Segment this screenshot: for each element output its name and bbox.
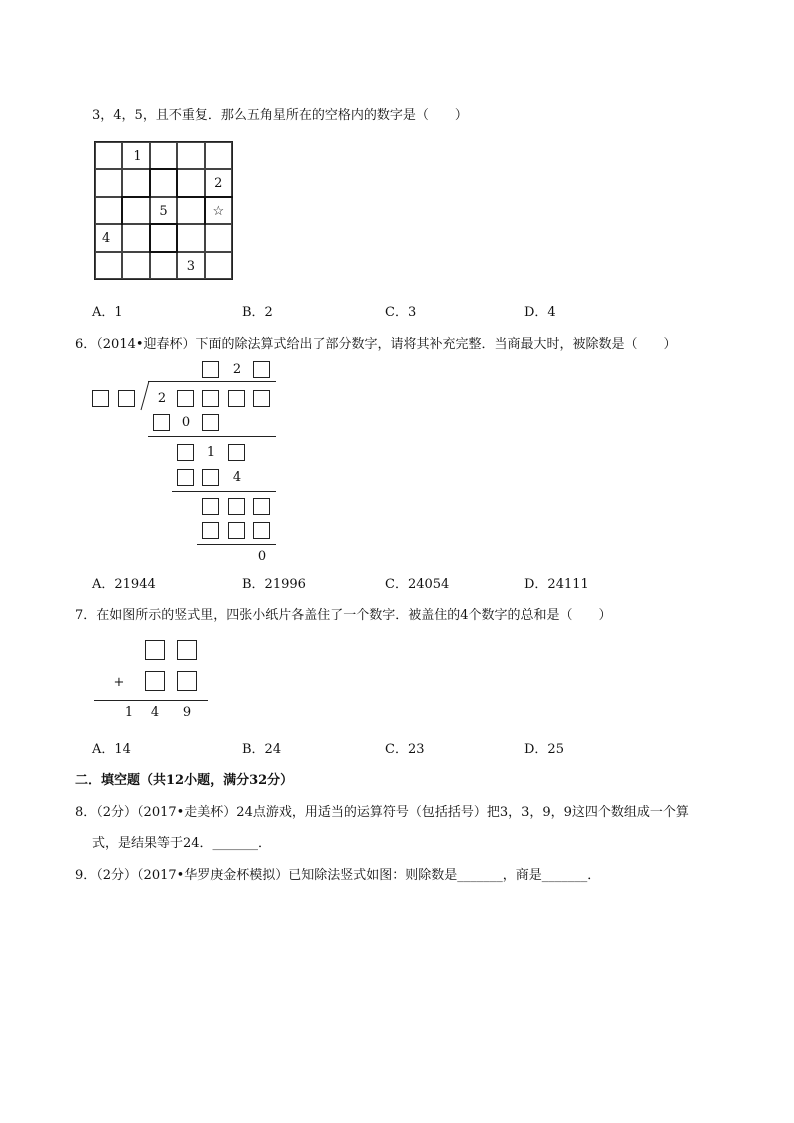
grid-cell-value: 4 — [102, 231, 111, 247]
subtraction-line — [172, 491, 276, 492]
section-title: 二．填空题（共12小题，满分32分） — [75, 773, 294, 788]
blank-box — [202, 522, 219, 539]
blank-box — [145, 671, 165, 691]
dividend-digit: 2 — [157, 391, 167, 406]
grid-cell-value: 1 — [133, 149, 142, 164]
row2-digit: 1 — [206, 445, 216, 460]
region-border — [121, 196, 150, 198]
grid-cell — [205, 252, 232, 279]
row1-digit: 0 — [181, 415, 191, 430]
q6-question: 6．（2014•迎春杯）下面的除法算式给出了部分数字，请将其补充完整．当商最大时，被除数是（ ） — [75, 337, 677, 352]
grid-cell-value: 3 — [186, 258, 196, 274]
grid-cell — [177, 142, 204, 169]
blank-box — [253, 498, 270, 515]
blank-box — [228, 390, 245, 407]
region-border — [149, 223, 178, 225]
division-bracket — [140, 380, 152, 412]
grid-cell-value: 5 — [159, 203, 168, 219]
subtraction-line — [148, 436, 276, 437]
q7-option-c: C．23 — [385, 742, 425, 757]
blank-box — [177, 390, 194, 407]
grid-cell — [95, 142, 122, 169]
grid-cell — [122, 224, 149, 251]
blank-box — [177, 469, 194, 486]
region-border — [204, 196, 206, 225]
grid-cell — [122, 142, 149, 169]
grid-cell — [205, 197, 232, 224]
region-border — [149, 168, 178, 170]
division-bar — [148, 381, 276, 382]
sum-line — [94, 700, 208, 701]
grid-cell — [95, 169, 122, 196]
region-border — [149, 223, 151, 252]
grid-cell — [150, 142, 177, 169]
grid-cell — [122, 169, 149, 196]
region-border — [149, 168, 151, 197]
blank-box — [228, 444, 245, 461]
region-border — [176, 168, 178, 197]
grid-cell — [122, 252, 149, 279]
grid-cell — [177, 224, 204, 251]
q7-option-d: D．25 — [524, 742, 564, 757]
sum-digit: 9 — [182, 705, 192, 720]
q6-option-d: D．24111 — [524, 577, 589, 592]
region-border — [149, 251, 178, 253]
q5-option-c: C．3 — [385, 305, 417, 320]
remainder-digit: 0 — [257, 549, 267, 564]
grid-cell — [95, 252, 122, 279]
blank-box — [177, 444, 194, 461]
q6-option-c: C．24054 — [385, 577, 450, 592]
blank-box — [153, 414, 170, 431]
q7-option-b: B．24 — [242, 742, 282, 757]
grid-cell-value: 2 — [214, 176, 223, 192]
grid-cell — [177, 197, 204, 224]
q7-option-a: A．14 — [92, 742, 131, 757]
blank-box — [92, 390, 109, 407]
region-border — [176, 196, 205, 198]
grid-cell — [150, 169, 177, 196]
grid-cell — [150, 224, 177, 251]
blank-box — [177, 640, 197, 660]
blank-box — [118, 390, 135, 407]
blank-box — [202, 469, 219, 486]
grid-cell — [122, 197, 149, 224]
blank-box — [228, 522, 245, 539]
q5-option-b: B．2 — [242, 305, 273, 320]
grid-cell — [177, 252, 204, 279]
region-border — [176, 223, 178, 252]
q6-option-a: A．21944 — [92, 577, 156, 592]
row3-digit: 4 — [232, 470, 242, 485]
grid-cell — [95, 224, 122, 251]
grid-cell — [95, 197, 122, 224]
blank-box — [253, 390, 270, 407]
grid-cell — [205, 142, 232, 169]
q8-question-line1: 8．（2分）（2017•走美杯）24点游戏，用适当的运算符号（包括括号）把3，3，9，9这四个数组成一个算 — [75, 805, 689, 820]
blank-box — [202, 414, 219, 431]
subtraction-line — [197, 544, 276, 545]
grid-cell — [205, 169, 232, 196]
q5-number-grid — [94, 141, 233, 280]
blank-box — [177, 671, 197, 691]
q9-question: 9．（2分）（2017•华罗庚金杯模拟）已知除法竖式如图：则除数是_______，商是_______． — [75, 868, 601, 883]
grid-cell — [150, 252, 177, 279]
q5-option-a: A．1 — [92, 305, 123, 320]
sum-digit: 4 — [150, 705, 160, 720]
q6-option-b: B．21996 — [242, 577, 306, 592]
sum-digit: 1 — [124, 705, 134, 720]
region-border — [121, 196, 123, 225]
plus-sign: + — [113, 675, 125, 690]
grid-cell — [177, 169, 204, 196]
quotient-digit: 2 — [232, 362, 242, 377]
q5-intro: 3，4，5，且不重复．那么五角星所在的空格内的数字是（ ） — [92, 108, 468, 123]
blank-box — [202, 498, 219, 515]
grid-cell — [150, 197, 177, 224]
blank-box — [202, 390, 219, 407]
blank-box — [253, 522, 270, 539]
grid-cell — [205, 224, 232, 251]
blank-box — [228, 498, 245, 515]
grid-cell-value: ☆ — [212, 203, 225, 219]
blank-box — [202, 361, 219, 378]
q8-question-line2: 式，是结果等于24．_______． — [92, 836, 272, 851]
region-border — [204, 196, 233, 198]
blank-box — [253, 361, 270, 378]
q5-option-d: D．4 — [524, 305, 556, 320]
blank-box — [145, 640, 165, 660]
q7-question: 7．在如图所示的竖式里，四张小纸片各盖住了一个数字．被盖住的4个数字的总和是（ ） — [75, 608, 612, 623]
